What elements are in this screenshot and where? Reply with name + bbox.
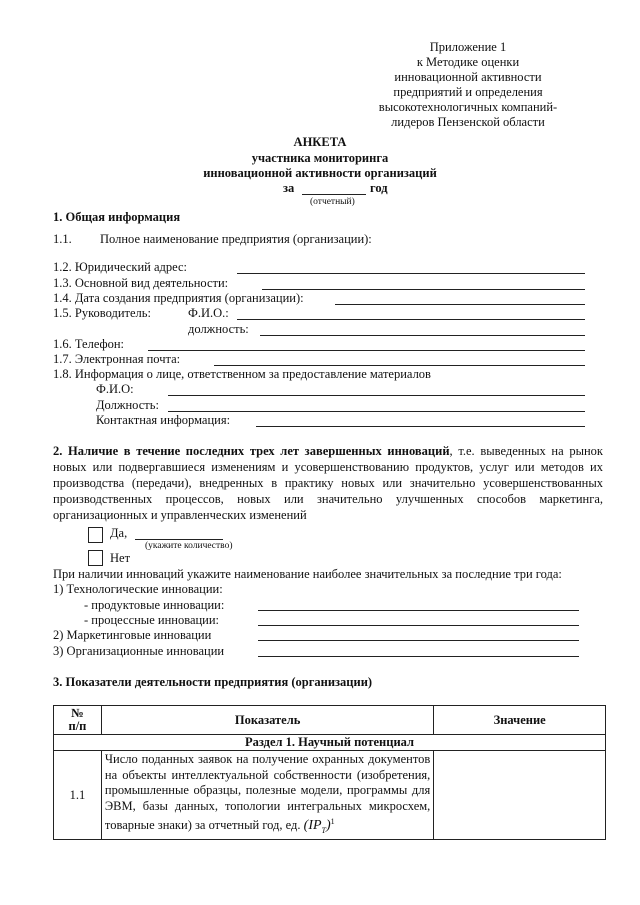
table-section-row: [54, 735, 606, 751]
appendix-line: Приложение 1: [429, 40, 507, 54]
marketing-innovations-label: 2) Маркетинговые инновации: [53, 628, 212, 642]
resp-fio-field[interactable]: [168, 395, 585, 396]
legal-address-label: 1.2. Юридический адрес:: [53, 260, 188, 274]
creation-date-label: 1.4. Дата создания предприятия (организации):: [53, 291, 304, 305]
product-innovations-label: - продуктовые инновации:: [84, 598, 225, 612]
resp-position-label: Должность:: [96, 398, 159, 412]
table-header-row: [54, 706, 606, 735]
appendix-line: высокотехнологичных компаний-: [378, 100, 558, 114]
responsible-label: 1.8. Информация о лице, ответственном за предоставление материалов: [53, 367, 431, 381]
head-label: 1.5. Руководитель:: [53, 306, 151, 320]
process-innovations-field[interactable]: [258, 625, 579, 626]
col-value-header: Значение: [434, 706, 606, 735]
indicators-table: [53, 705, 606, 840]
year-prefix: за: [283, 181, 295, 195]
tech-innovations-label: 1) Технологические инновации:: [53, 582, 223, 596]
year-field[interactable]: [302, 194, 366, 195]
section-row-label: Раздел 1. Научный потенциал: [54, 735, 606, 751]
head-position-field[interactable]: [260, 335, 585, 336]
main-activity-label: 1.3. Основной вид деятельности:: [53, 276, 229, 290]
col-num-header: [54, 706, 102, 735]
col-num-abbr: п/п: [68, 719, 87, 733]
resp-contact-label: Контактная информация:: [96, 413, 231, 427]
head-fio-label: Ф.И.О.:: [188, 306, 229, 320]
phone-field[interactable]: [148, 350, 585, 351]
resp-position-field[interactable]: [168, 411, 585, 412]
main-activity-field[interactable]: [262, 289, 585, 290]
appendix-line: к Методике оценки: [416, 55, 520, 69]
section2-text: , т.е. выведенных на рынок новых или подвергавшиеся изменениям и усовершенствованию продуктов, услуг или методов их производства (передачи), внедренных в практику новых или значительно усовершенствованных производственных процессов, новых или значительно улучшенных способов маркетинга, организационных и управленческих изменений: [53, 444, 604, 522]
appendix-line: инновационной активности: [394, 70, 542, 84]
no-label: Нет: [110, 551, 131, 565]
resp-contact-field[interactable]: [256, 426, 585, 427]
yes-note: (укажите количество): [145, 541, 233, 551]
doc-subtitle-1: участника мониторинга: [251, 151, 389, 165]
row-num: 1.1: [54, 751, 102, 840]
table-row: [54, 751, 606, 840]
row-formula: [304, 818, 331, 833]
email-field[interactable]: [214, 365, 585, 366]
section2-paragraph: [53, 443, 603, 523]
yes-label: Да,: [110, 526, 128, 540]
marketing-innovations-field[interactable]: [258, 640, 579, 641]
innovations-prompt: При наличии инноваций укажите наименование наиболее значительных за последние три года:: [53, 567, 562, 581]
org-innovations-label: 3) Организационные инновации: [53, 644, 225, 658]
section1-heading: 1. Общая информация: [53, 210, 181, 224]
appendix-line: лидеров Пензенской области: [391, 115, 545, 129]
year-note: (отчетный): [310, 197, 355, 207]
legal-address-field[interactable]: [237, 273, 585, 274]
section2-heading: 2. Наличие в течение последних трех лет завершенных инноваций: [53, 444, 450, 458]
footnote-mark: 1: [330, 817, 335, 826]
item-1-1-num: 1.1.: [53, 232, 72, 246]
product-innovations-field[interactable]: [258, 610, 579, 611]
org-innovations-field[interactable]: [258, 656, 579, 657]
appendix-note: [353, 40, 583, 130]
head-position-label: должность:: [188, 322, 249, 336]
head-fio-field[interactable]: [237, 319, 585, 320]
process-innovations-label: - процессные инновации:: [84, 613, 220, 627]
creation-date-field[interactable]: [335, 304, 585, 305]
col-num-symbol: №: [71, 706, 84, 720]
formula-close: ): [326, 818, 331, 834]
section3-heading: 3. Показатели деятельности предприятия (организации): [53, 675, 373, 689]
yes-checkbox[interactable]: [88, 527, 103, 543]
phone-label: 1.6. Телефон:: [53, 337, 125, 351]
no-checkbox[interactable]: [88, 550, 103, 566]
doc-subtitle-2: инновационной активности организаций: [203, 166, 437, 180]
email-label: 1.7. Электронная почта:: [53, 352, 181, 366]
doc-title: АНКЕТА: [293, 135, 347, 149]
col-indicator-header: Показатель: [101, 706, 433, 735]
item-1-1-label: Полное наименование предприятия (организации):: [100, 232, 372, 246]
year-suffix: год: [370, 181, 388, 195]
formula-subscript: T: [321, 825, 326, 835]
appendix-line: предприятий и определения: [393, 85, 543, 99]
innovation-count-field[interactable]: [135, 539, 223, 540]
resp-fio-label: Ф.И.О:: [96, 382, 134, 396]
row-value-cell[interactable]: [434, 751, 606, 840]
row-indicator: [101, 751, 433, 840]
formula-open: (IP: [303, 818, 322, 834]
row-indicator-text: Число поданных заявок на получение охранных документов на объекты интеллектуальной собственности (изобретения, промышленные образцы, полезные модели, программы для ЭВМ, базы данных, топологии интегральных микросхем, товарные знаки) за отчетный год, ед.: [104, 752, 431, 833]
